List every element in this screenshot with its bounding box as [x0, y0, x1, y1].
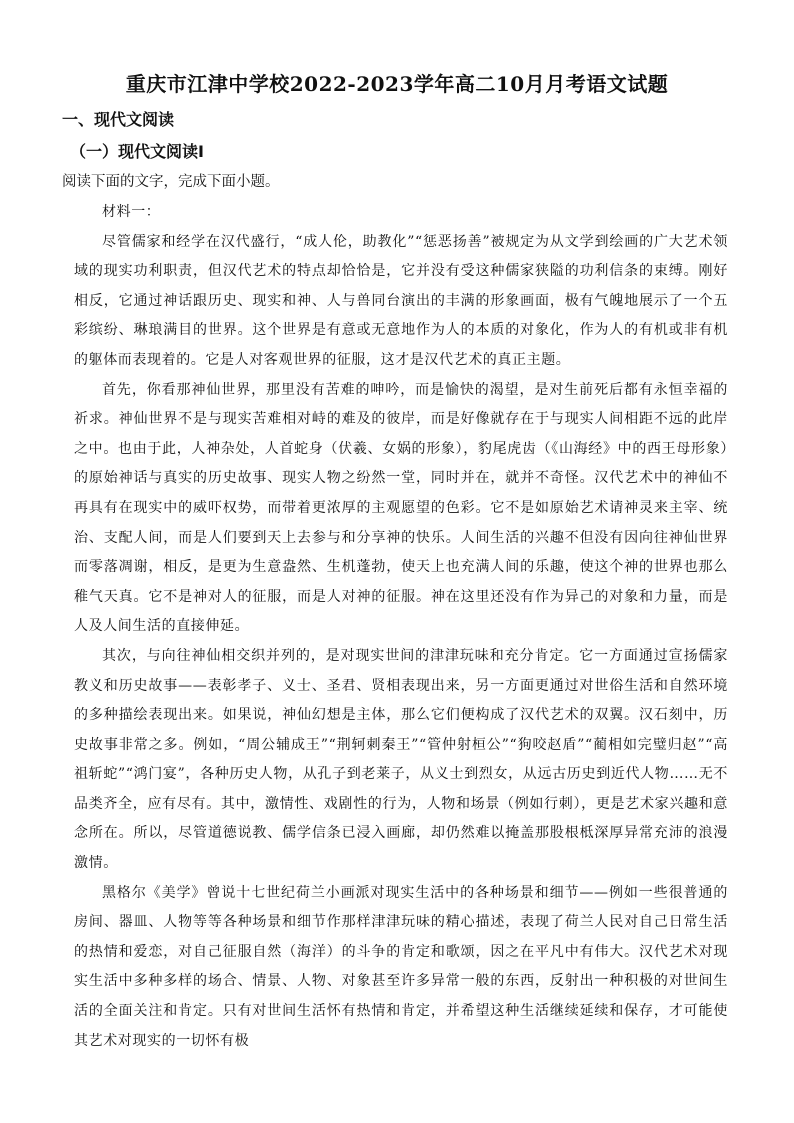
instruction-text: 阅读下面的文字，完成下面小题。 [62, 174, 280, 190]
section-heading: 一、现代文阅读 [62, 110, 175, 129]
material-label: 材料一： [102, 204, 161, 220]
passage-paragraph-1: 尽管儒家和经学在汉代盛行，“成人伦，助教化”“惩恶扬善”被规定为从文学到绘画的广大艺术领域的现实功利职责，但汉代艺术的特点却恰恰是，它并没有受这种儒家狭隘的功利信条的束缚。刚好相反，它通过神话跟历史、现实和神、人与兽同台演出的丰满的形象画面，极有气魄地展示了一个五彩缤纷、琳琅满目的世界。这个世界是有意或无意地作为人的本质的对象化，作为人的有机或非有机的躯体而表现着的。它是人对客观世界的征服，这才是汉代艺术的真正主题。 [74, 233, 728, 368]
subsection-heading: （一）现代文阅读Ⅰ [70, 142, 204, 161]
reading-passage [74, 198, 728, 1056]
passage-paragraph-2: 首先，你看那神仙世界，那里没有苦难的呻吟，而是愉快的渴望，是对生前死后都有永恒幸福的祈求。神仙世界不是与现实苦难相对峙的难及的彼岸，而是好像就存在于与现实人间相距不远的此岸之中。也由于此，人神杂处，人首蛇身（伏羲、女娲的形象），豹尾虎齿（《山海经》中的西王母形象）的原始神话与真实的历史故事、现实人物之纷然一堂，同时并在，就并不奇怪。汉代艺术中的神仙不再具有在现实中的威吓权势，而带着更浓厚的主观愿望的色彩。它不是如原始艺术请神灵来主宰、统治、支配人间，而是人们要到天上去参与和分享神的快乐。人间生活的兴趣不但没有因向往神仙世界而零落凋谢，相反，是更为生意盎然、生机蓬勃，使天上也充满人间的乐趣，使这个神的世界也那么稚气天真。它不是神对人的征服，而是人对神的征服。神在这里还没有作为异己的对象和力量，而是人及人间生活的直接伸延。 [74, 381, 728, 635]
passage-paragraph-4: 黑格尔《美学》曾说十七世纪荷兰小画派对现实生活中的各种场景和细节——例如一些很普通的房间、器皿、人物等等各种场景和细节作那样津津玩味的精心描述，表现了荷兰人民对自己日常生活的热情和爱恋，对自己征服自然（海洋）的斗争的肯定和歌颂，因之在平凡中有伟大。汉代艺术对现实生活中多种多样的场合、情景、人物、对象甚至许多异常一般的东西，反射出一种积极的对世间生活的全面关注和肯定。只有对世间生活怀有热情和肯定，并希望这种生活继续延续和保存，才可能使其艺术对现实的一切怀有极 [74, 884, 728, 1049]
passage-paragraph-3: 其次，与向往神仙相交织并列的，是对现实世间的津津玩味和充分肯定。它一方面通过宣扬儒家教义和历史故事——表彰孝子、义士、圣君、贤相表现出来，另一方面更通过对世俗生活和自然环境的多种描绘表现出来。如果说，神仙幻想是主体，那么它们便构成了汉代艺术的双翼。汉石刻中，历史故事非常之多。例如，“周公辅成王”“荆轲刺秦王”“管仲射桓公”“狗咬赵盾”“蔺相如完璧归赵”“高祖斩蛇”“鸿门宴”，各种历史人物，从孔子到老莱子，从义士到烈女，从远古历史到近代人物……无不品类齐全，应有尽有。其中，激情性、戏剧性的行为，人物和场景（例如行刺），更是艺术家兴趣和意念所在。所以，尽管道德说教、儒学信条已浸入画廊，却仍然难以掩盖那股根柢深厚异常充沛的浪漫激情。 [74, 647, 728, 872]
document-title: 重庆市江津中学校2022-2023学年高二10月月考语文试题 [125, 72, 669, 96]
